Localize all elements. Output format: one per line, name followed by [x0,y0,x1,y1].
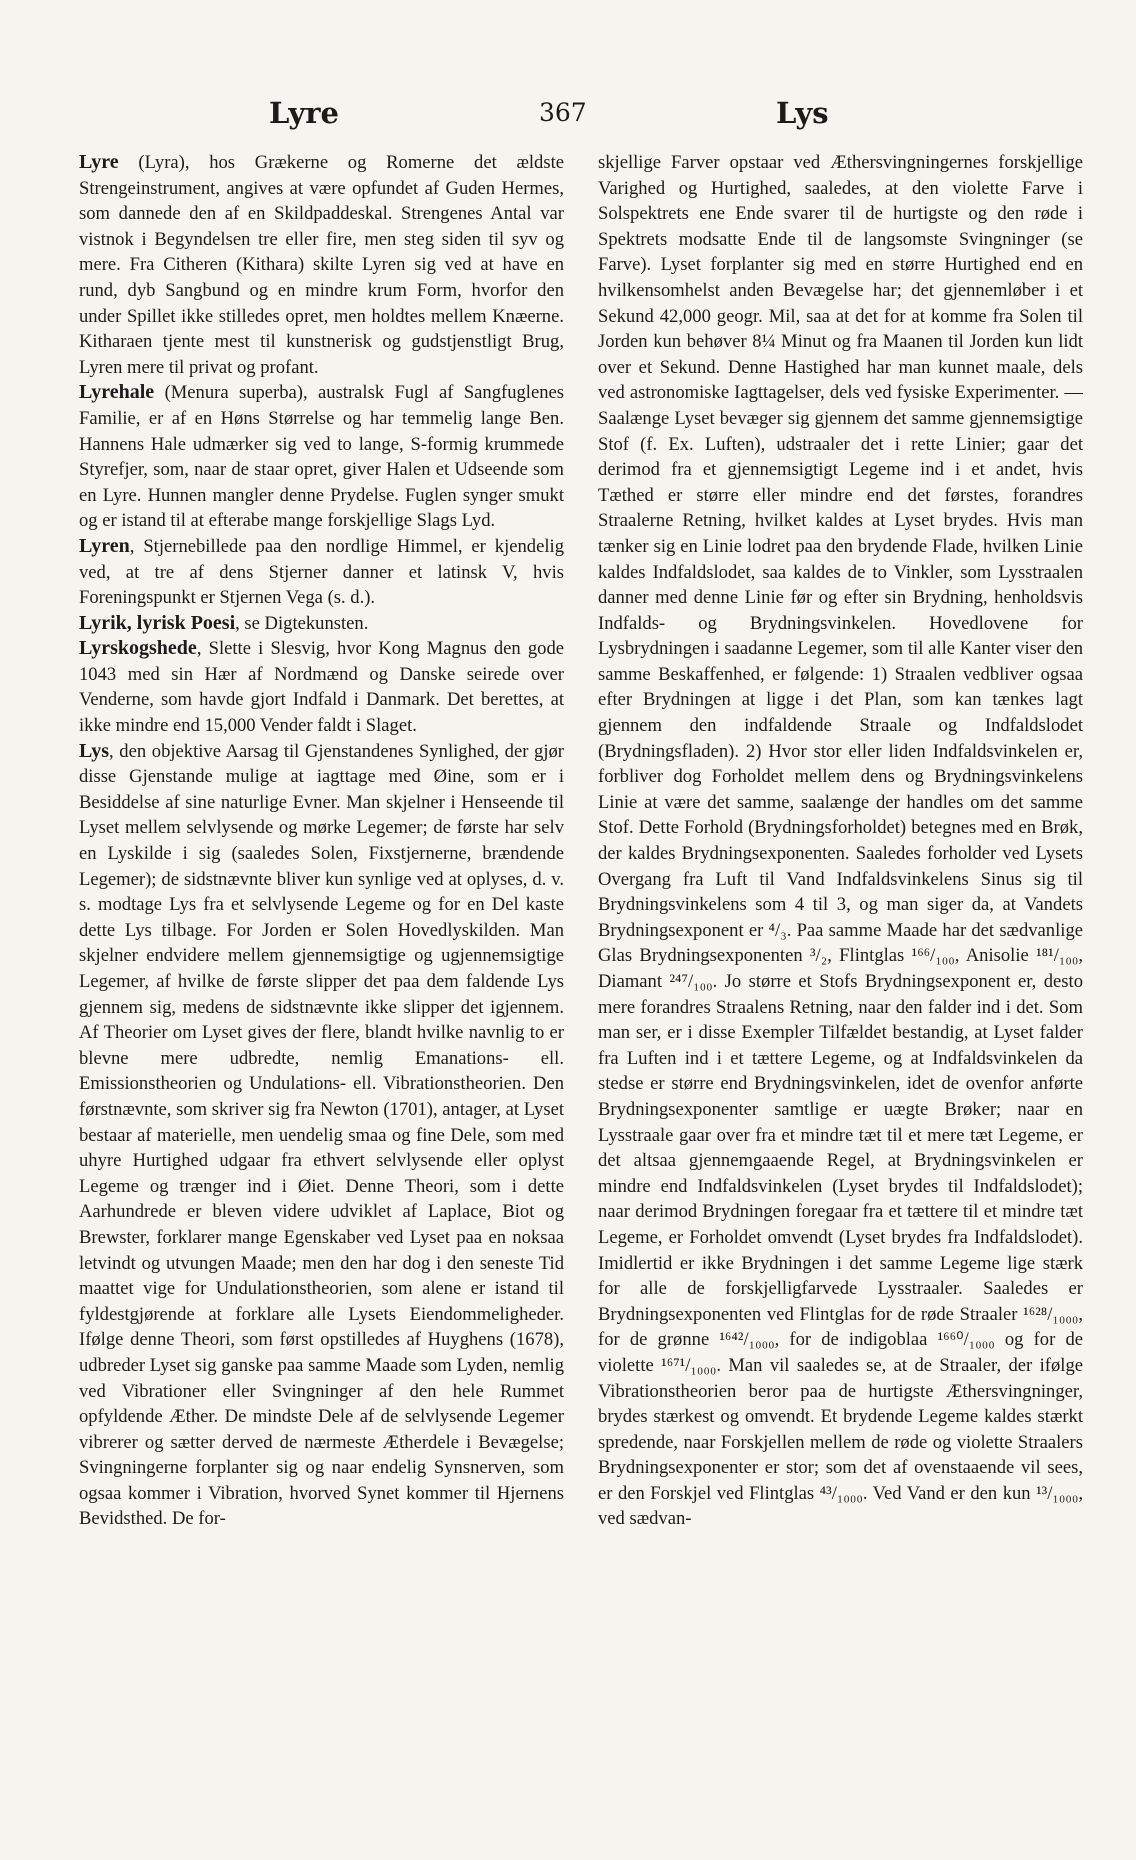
headword: Lyre [79,151,119,173]
headword: Lyren [79,534,130,557]
headword: Lyrik, lyrisk Poesi [79,611,236,634]
running-header [79,96,1083,136]
entry-text: , se Digtekunsten. [235,612,369,634]
headword: Lyrskogshede [79,637,197,660]
entry-lys [79,739,564,1532]
entry-text: , Stjernebillede paa den nordlige Himmel, er kjendelig ved, at tre af dens Stjerner danner et latinsk V, hvis Foreningspunkt er Stjernen Vega (s. d.). [79,535,564,609]
text-columns [79,150,1083,1720]
entry-lyrskogshede [79,636,564,738]
entry-lyren [79,534,564,611]
entry-lyre [79,150,564,380]
page-number: 367 [539,98,587,127]
entry-text: , Slette i Slesvig, hvor Kong Magnus den gode 1043 med sin Hær af Nordmænd og Danske seirede over Venderne, som havde gjort Indfald i Danmark. Det berettes, at ikke mindre end 15,000 Vender faldt i Slaget. [79,638,564,737]
entry-lyrik [79,611,564,637]
headword: Lyrehale [79,381,155,404]
entry-text: , den objektive Aarsag til Gjenstandenes Synlighed, der gjør disse Gjenstande mulige at iagttage med Øine, som er i Besiddelse af sine naturlige Evner. Man skjelner i Henseende til Lyset mellem selvlysende og mørke Legemer; de første har selv en Lyskilde i sig (saaledes Solen, Fixstjernerne, brændende Legemer); de sidstnævnte bliver kun synlige ved at oplyses, d. v. s. modtage Lys fra et selvlysende Legeme og for en Del kaste dette Lys tilbage. For Jorden er Solen Hovedlyskilden. Man skjelner endvidere mellem gjennemsigtige og ugjennemsigtige Legemer, af hvilke de første slipper det paa dem faldende Lys gjennem sig, medens de sidstnævnte ikke slipper det igjennem. Af Theorier om Lyset gives der flere, blandt hvilke navnlig to er blevne mere udbredte, nemlig Emanations- ell. Emissionstheorien og Undulations- ell. Vibrationstheorien. Den førstnævnte, som skriver sig fra Newton (1701), antager, at Lyset bestaar af materielle, men uendelig smaa og fine Dele, som med uhyre Hurtighed udgaar fra ethvert selvlysende eller oplyst Legeme og trænger ind i Øiet. Denne Theori, som i dette Aarhundrede er bleven videre udviklet af Laplace, Biot og Brewster, forklarer mange Egenskaber ved Lyset paa en noksaa letvindt og utvungen Maade; men den har dog i den seneste Tid maattet vige for Undulationstheorien, som alene er istand til fyldestgjørende at forklare alle Lysets Eiendommeligheder. Ifølge denne Theori, som først opstilledes af Huyghens (1678), udbreder Lyset sig ganske paa samme Maade som Lyden, nemlig ved Vibrationer eller Svingninger af den hele Rummet opfyldende Æther. De mindste Dele af de selvlysende Legemer vibrerer og sætter derved de nærmeste Ætherdele i Bevægelse; Svingningerne forplanter sig og naar endelig Synsnerven, som ogsaa kommer i Vibration, hvorved Synet kommer til Hjernens Bevidsthed. De for- [79,740,564,1530]
entry-text: (Lyra), hos Grækerne og Romerne det ældste Strengeinstrument, angives at være opfundet af Guden Hermes, som dannede den af en Skildpaddeskal. Strengenes Antal var vistnok i Begyndelsen tre eller fire, men steg siden til syv og mere. Fra Citheren (Kithara) skilte Lyren sig ved at have en rund, dyb Sangbund og en mindre krum Form, hvorfor den under Spillet ikke stilledes opret, men holdtes mellem Knæerne. Kitharaen tjente mest til kunstnerisk og gudstjenstligt Brug, Lyren mere til privat og profant. [79,152,564,378]
left-column [79,150,564,1720]
entry-text: (Menura superba), australsk Fugl af Sangfuglenes Familie, er af en Høns Størrelse og har temmelig lange Ben. Hannens Hale udmærker sig ved to lange, S-formig krummede Styrefjer, som, naar de staar opret, giver Halen et Udseende som en Lyre. Hunnen mangler denne Prydelse. Fuglen synger smukt og er istand til at efterabe mange forskjellige Slags Lyd. [79,382,564,532]
entry-lyrehale [79,380,564,534]
entry-lys-continued: skjellige Farver opstaar ved Æthersvingningernes forskjellige Varighed og Hurtighed, saaledes, at den violette Farve i Solspektrets ene Ende svarer til de hurtigste og den røde i Spektrets modsatte Ende til de langsomste Svingninger (se Farve). Lyset forplanter sig med en større Hurtighed end en hvilkensomhelst anden Bevægelse har; det gjennemløber i et Sekund 42,000 geogr. Mil, saa at det for at komme fra Solen til Jorden kun behøver 8¼ Minut og fra Maanen til Jorden kun lidt over et Sekund. Denne Hastighed har man kunnet maale, dels ved astronomiske Iagttagelser, dels ved fysiske Experimenter. — Saalænge Lyset bevæger sig gjennem det samme gjennemsigtige Stof (f. Ex. Luften), udstraaler det i rette Linier; gaar det derimod fra et gjennemsigtigt Legeme ind i et andet, hvis Tæthed er større eller mindre end det førstes, forandres Straalerne Retning, hvilket kaldes at Lyset brydes. Hvis man tænker sig en Linie lodret paa den brydende Flade, hvilken Linie kaldes Indfaldslodet, saa kaldes de to Vinkler, som Lysstraalen danner med denne Linie før og efter sin Brydning, henholdsvis Indfalds- og Brydningsvinkelen. Hovedlovene for Lysbrydningen i saadanne Legemer, som til alle Kanter viser den samme Beskaffenhed, er følgende: 1) Straalen vedbliver ogsaa efter Brydningen at ligge i det Plan, som kan tænkes lagt gjennem den indfaldende Straale og Indfaldslodet (Brydningsfladen). 2) Hvor stor eller liden Indfaldsvinkelen er, forbliver dog Forholdet mellem dens og Brydningsvinkelens Linie at være det samme, saalænge der handles om det samme Stof. Dette Forhold (Brydningsforholdet) betegnes med en Brøk, der kaldes Brydningsexponenten. Saaledes forholder ved Lysets Overgang fra Luft til Vand Indfaldsvinkelens Sinus sig til Brydningsvinkelens som 4 til 3, og man siger da, at Vandets Brydningsexponent er ⁴/₃. Paa samme Maade har det sædvanlige Glas Brydningsexponenten ³/₂, Flintglas ¹⁶⁶/₁₀₀, Anisolie ¹⁸¹/₁₀₀, Diamant ²⁴⁷/₁₀₀. Jo større et Stofs Brydningsexponent er, desto mere forandres Straalens Retning, naar den falder ind i det. Som man ser, er i disse Exempler Tilfældet bestandig, at Lyset falder fra Luften ind i et tættere Legeme, og at Indfaldsvinkelen da stedse er større end Brydningsvinkelen, idet de ovenfor anførte Brydningsexponenter samtlige er uægte Brøker; naar en Lysstraale gaar over fra et mindre tæt til et mere tæt Legeme, er det altsaa gjennemgaaende Regel, at Brydningsvinkelen er mindre end Indfaldsvinkelen (Lyset brydes til Indfaldslodet); naar derimod Brydningen foregaar fra et tættere til et mindre tæt Legeme, er Forholdet omvendt (Lyset brydes fra Indfaldslodet). Imidlertid er ikke Brydningen i det samme Legeme lige stærk for alle de forskjelligfarvede Lysstraaler. Saaledes er Brydningsexponenten ved Flintglas for de røde Straaler ¹⁶²⁸/₁₀₀₀, for de grønne ¹⁶⁴²/₁₀₀₀, for de indigoblaa ¹⁶⁶⁰/₁₀₀₀ og for de violette ¹⁶⁷¹/₁₀₀₀. Man vil saaledes se, at de Straaler, der ifølge Vibrationstheorien beror paa de hurtigste Æthersvingninger, brydes stærkest og omvendt. Et brydende Legeme kaldes stærkt spredende, naar Forskjellen mellem de røde og violette Straalers Brydningsexponenter er stor; som det af ovenstaaende vil sees, er den Forskjel ved Flintglas ⁴³/₁₀₀₀. Ved Vand er den kun ¹³/₁₀₀₀, ved sædvan- [598,152,1083,1530]
header-right-word: Lys [776,96,829,130]
headword: Lys [79,739,110,762]
right-column [598,150,1083,1720]
header-left-word: Lyre [269,96,339,130]
